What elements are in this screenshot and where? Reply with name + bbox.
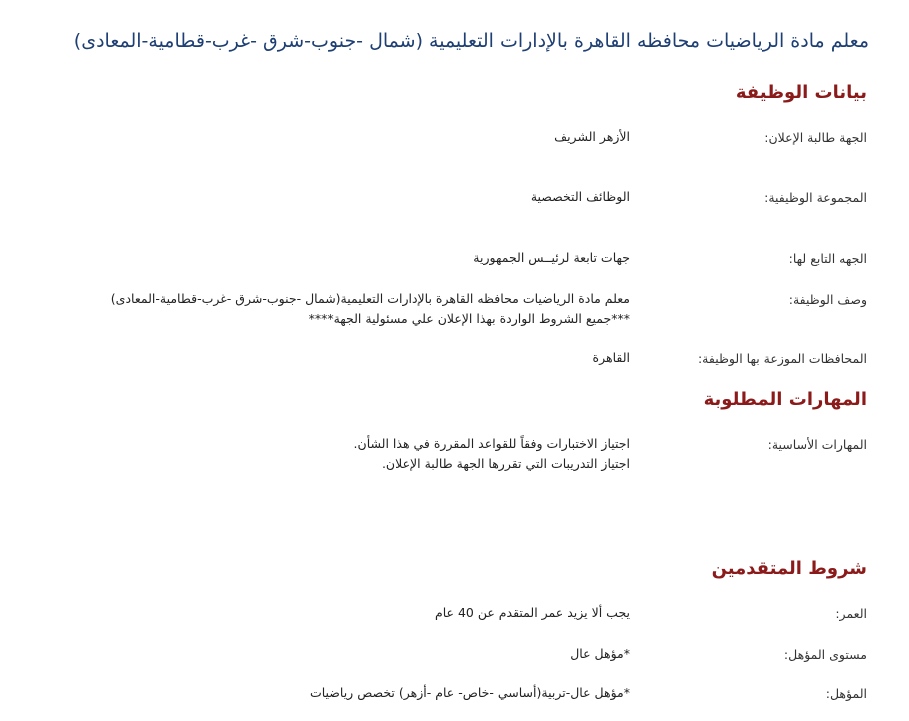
value-line: يجب ألا يزيد عمر المتقدم عن 40 عام	[434, 605, 630, 620]
field-label-job-description: وصف الوظيفة:	[788, 292, 867, 307]
field-label-requesting-entity: الجهة طالبة الإعلان:	[764, 130, 867, 145]
field-value-basic-skills	[30, 434, 630, 474]
value-line: اجتياز التدريبات التي تقررها الجهة طالبة الإعلان.	[381, 456, 630, 471]
field-value-job-description	[30, 289, 630, 329]
value-line: الوظائف التخصصية	[530, 189, 630, 204]
field-label-affiliated-entity: الجهه التابع لها:	[788, 251, 867, 266]
value-line: اجتياز الاختبارات وفقاً للقواعد المقررة في هذا الشأن.	[353, 436, 630, 451]
field-label-qualification: المؤهل:	[825, 686, 867, 701]
field-value-requesting-entity	[30, 127, 630, 147]
field-label-age: العمر:	[835, 606, 867, 621]
value-line: ***جميع الشروط الواردة بهذا الإعلان علي مسئولية الجهة****	[308, 311, 630, 326]
field-label-basic-skills: المهارات الأساسية:	[767, 437, 867, 452]
value-line: معلم مادة الرياضيات محافظه القاهرة بالإدارات التعليمية(شمال -جنوب-شرق -غرب-قطامية-المعادى)	[110, 291, 630, 306]
field-value-age	[30, 603, 630, 623]
section-heading-job-info: بيانات الوظيفة	[735, 82, 867, 103]
field-value-job-group	[30, 187, 630, 207]
section-heading-skills: المهارات المطلوبة	[703, 389, 867, 410]
field-label-qualification-level: مستوى المؤهل:	[783, 647, 867, 662]
field-label-job-group: المجموعة الوظيفية:	[764, 190, 867, 205]
value-line: جهات تابعة لرئيــس الجمهورية	[473, 250, 630, 265]
field-value-qualification-level	[30, 644, 630, 664]
section-heading-applicant-conditions: شروط المتقدمين	[711, 558, 867, 579]
value-line: *مؤهل عال-تربية(أساسي -خاص- عام -أزهر) تخصص رياضيات	[309, 685, 630, 700]
value-line: *مؤهل عال	[570, 646, 630, 661]
page-title: معلم مادة الرياضيات محافظه القاهرة بالإدارات التعليمية (شمال -جنوب-شرق -غرب-قطامية-المعادى)	[73, 30, 869, 52]
field-value-qualification	[30, 683, 630, 703]
field-label-governorates: المحافظات الموزعة بها الوظيفة:	[697, 351, 867, 366]
value-line: القاهرة	[592, 350, 630, 365]
field-value-affiliated-entity	[30, 248, 630, 268]
field-value-governorates	[30, 348, 630, 368]
value-line: الأزهر الشريف	[554, 129, 630, 144]
